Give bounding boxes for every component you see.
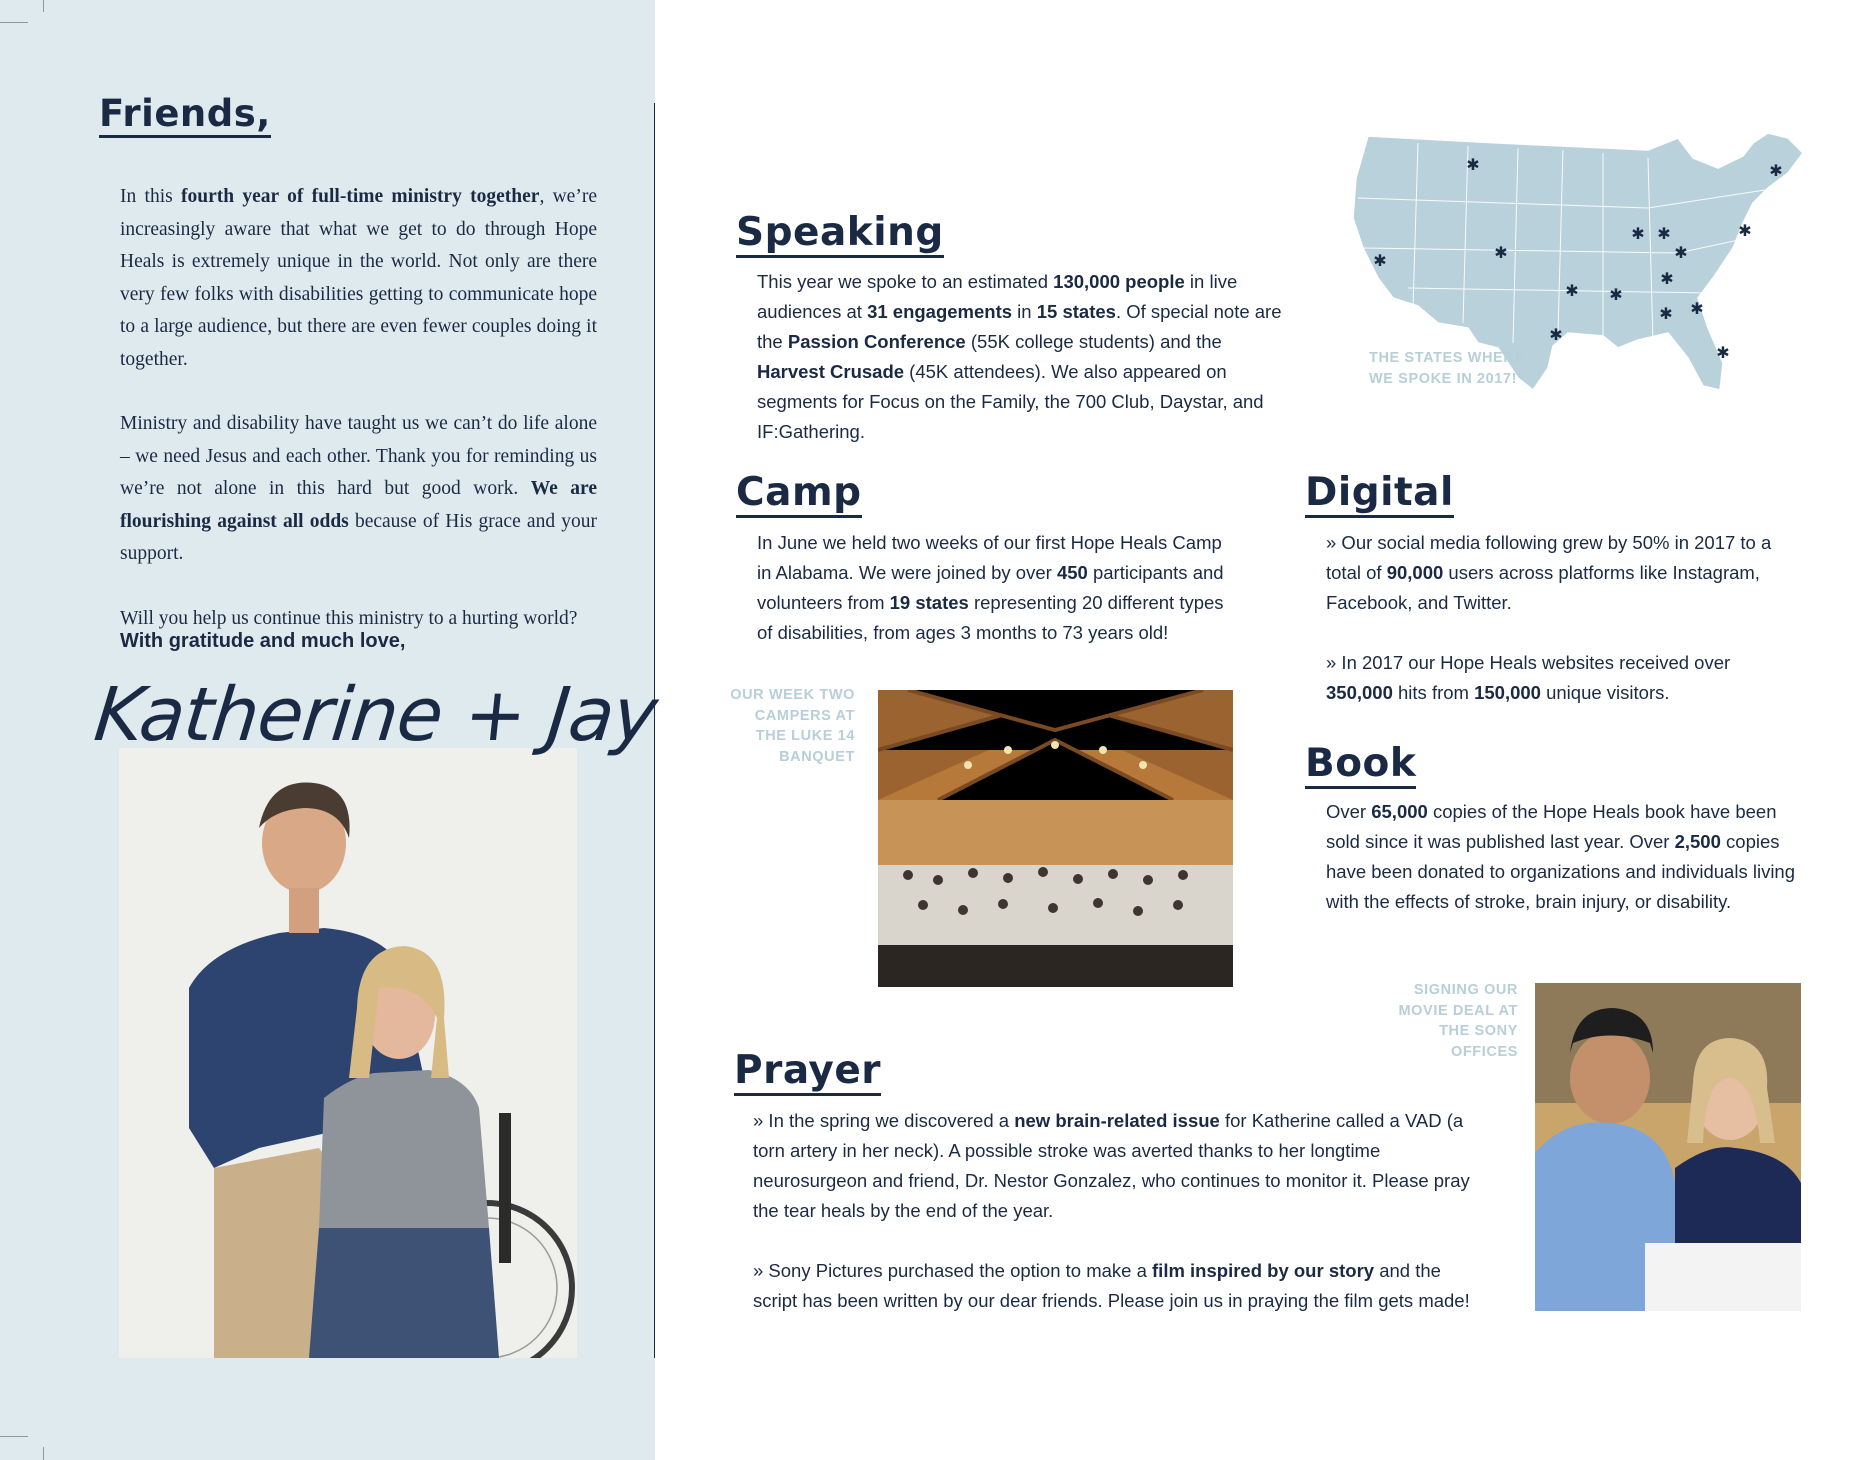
body-text: . Of special note are the [757, 301, 1282, 352]
movie-photo-caption: SIGNING OUR MOVIE DEAL AT THE SONY OFFICES [1398, 982, 1518, 1060]
state-marker: ✱ [1660, 269, 1674, 288]
emphasis-text: 350,000 [1326, 682, 1393, 703]
body-text: , we’re increasingly aware that what we get to do through Hope Heals is extremely unique in the world. Not only are there very few folks with disabilities getting to communicate hope to a large audience, but there are even fewer couples doing it together. [120, 186, 597, 370]
digital-body [1326, 528, 1786, 738]
emphasis-text: 31 engagements [867, 301, 1013, 322]
body-text: In June we held two weeks of our first Hope Heals Camp in Alabama. We were joined by over [757, 532, 1222, 583]
body-text: This year we spoke to an estimated [757, 271, 1054, 292]
state-marker: ✱ [1549, 325, 1563, 344]
body-text: hits from [1392, 682, 1475, 703]
emphasis-text: Passion Conference [787, 331, 966, 352]
body-text: in [1012, 301, 1037, 322]
emphasis-text: Harvest Crusade [757, 361, 905, 382]
emphasis-text: new brain-related issue [1014, 1110, 1220, 1131]
emphasis-text: fourth year of full-time ministry together [181, 186, 540, 207]
state-marker: ✱ [1657, 224, 1671, 243]
letter-greeting: Friends, [99, 94, 271, 138]
digital-item-2 [1326, 648, 1786, 708]
body-text: (55K college students) and the [965, 331, 1222, 352]
body-text: » In 2017 our Hope Heals websites received over [1326, 652, 1731, 673]
emphasis-text: 450 [1056, 562, 1088, 583]
body-text: copies have been donated to organizations and individuals living with the effects of stroke, brain injury, or disability. [1326, 831, 1796, 912]
prayer-item-1 [753, 1106, 1483, 1226]
body-text: representing 20 different types of disabilities, from ages 3 months to 73 years old! [757, 592, 1224, 643]
signature: Katherine + Jay [90, 672, 661, 758]
camp-photo [878, 690, 1233, 987]
body-text: » Sony Pictures purchased the option to make a [753, 1260, 1153, 1281]
prayer-body [753, 1106, 1483, 1346]
state-marker: ✱ [1466, 155, 1480, 174]
speaking-title: Speaking [736, 212, 944, 258]
emphasis-text: film inspired by our story [1152, 1260, 1375, 1281]
crop-mark [43, 0, 44, 12]
state-marker: ✱ [1738, 221, 1752, 240]
crop-mark [0, 22, 28, 23]
state-marker: ✱ [1631, 224, 1645, 243]
prayer-item-2 [753, 1256, 1483, 1316]
emphasis-text: 2,500 [1674, 831, 1721, 852]
emphasis-text: 150,000 [1474, 682, 1541, 703]
body-text: for Katherine called a VAD (a torn artery in her neck). A possible stroke was averted thanks to her longtime neurosurgeon and friend, Dr. Nestor Gonzalez, who continues to monitor it. Please pray the tear heals by the end of the year. [753, 1110, 1470, 1221]
letter-paragraph-2 [120, 408, 597, 571]
state-marker: ✱ [1609, 285, 1623, 304]
letter-closing: With gratitude and much love, [120, 630, 406, 652]
emphasis-text: 15 states [1036, 301, 1116, 322]
state-marker: ✱ [1659, 304, 1673, 323]
body-text: participants and volunteers from [757, 562, 1224, 613]
emphasis-text: 65,000 [1371, 801, 1428, 822]
crop-mark [43, 1447, 44, 1460]
emphasis-text: 19 states [889, 592, 969, 613]
state-marker: ✱ [1690, 299, 1704, 318]
state-marker: ✱ [1716, 343, 1730, 362]
state-marker: ✱ [1674, 243, 1688, 262]
map-caption: THE STATES WHERE WE SPOKE IN 2017! [1369, 350, 1525, 387]
speaking-body [757, 267, 1283, 447]
state-marker: ✱ [1494, 243, 1508, 262]
body-text: copies of the Hope Heals book have been sold since it was published last year. Over [1326, 801, 1777, 852]
state-marker: ✱ [1373, 251, 1387, 270]
body-text: » In the spring we discovered a [753, 1110, 1015, 1131]
letter-body [120, 181, 597, 667]
emphasis-text: 130,000 people [1053, 271, 1185, 292]
body-text: (45K attendees). We also appeared on segments for Focus on the Family, the 700 Club, Daystar, and IF:Gathering. [757, 361, 1264, 442]
camp-title: Camp [736, 472, 862, 518]
state-marker: ✱ [1769, 161, 1783, 180]
book-title: Book [1305, 743, 1416, 789]
letter-paragraph-3: Will you help us continue this ministry to a hurting world? [120, 607, 578, 629]
digital-item-1 [1326, 528, 1786, 618]
book-body [1326, 797, 1796, 917]
body-text: Over [1326, 801, 1372, 822]
emphasis-text: We are flourishing against all odds [120, 478, 597, 532]
camp-photo-caption: OUR WEEK TWO CAMPERS AT THE LUKE 14 BANQUET [730, 687, 855, 765]
couple-photo [119, 748, 577, 1358]
body-text: and the script has been written by our dear friends. Please join us in praying the film gets made! [753, 1260, 1470, 1311]
prayer-title: Prayer [734, 1050, 881, 1096]
emphasis-text: 90,000 [1386, 562, 1444, 583]
body-text: because of His grace and your support. [120, 510, 598, 564]
body-text: users across platforms like Instagram, Facebook, and Twitter. [1326, 562, 1760, 613]
crop-mark [0, 1436, 28, 1437]
digital-title: Digital [1305, 472, 1454, 518]
body-text: In this [120, 186, 181, 207]
body-text: unique visitors. [1540, 682, 1670, 703]
body-text: in live audiences at [757, 271, 1238, 322]
letter-paragraph-1 [120, 181, 597, 376]
movie-photo [1535, 983, 1801, 1311]
body-text: Ministry and disability have taught us we can’t do life alone – we need Jesus and each other. Thank you for reminding us we’re not alone in this hard but good work. [120, 413, 597, 499]
camp-body [757, 528, 1227, 648]
state-marker: ✱ [1565, 281, 1579, 300]
body-text: » Our social media following grew by 50% in 2017 to a total of [1326, 532, 1772, 583]
